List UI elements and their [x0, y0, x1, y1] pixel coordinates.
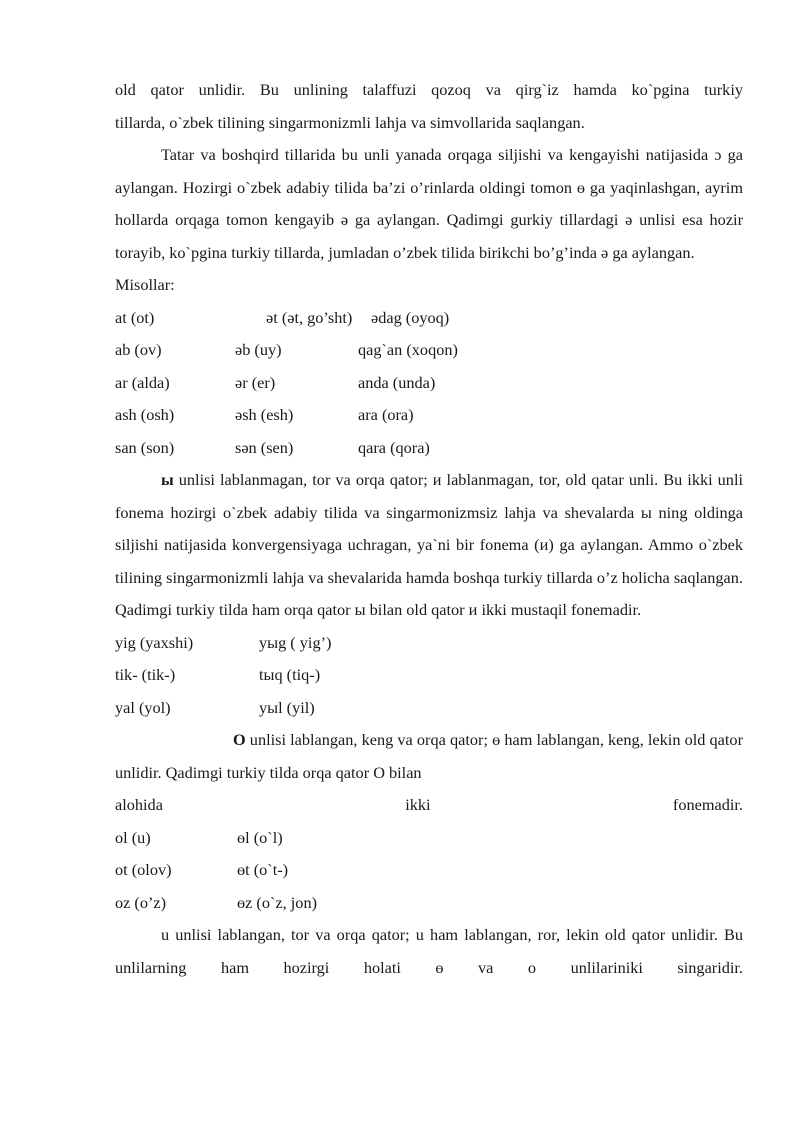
example-cell: ədag (oyoq) — [371, 307, 450, 327]
example-cell: oz (o’z) — [115, 892, 167, 912]
intro-line-2: tillarda, o`zbek tilining singarmonizmli lahja va simvollarida saqlangan. — [115, 112, 585, 132]
o-paragraph-text: unlisi lablangan, keng va orqa qator; ɵ ham lablangan, keng, lekin old qator unlidir. Qadimgi turkiy tilda orqa qator O bilan — [115, 730, 743, 782]
examples-table-1 — [115, 302, 743, 465]
example-cell: ər (er) — [235, 372, 276, 392]
example-row — [115, 302, 743, 335]
example-row — [115, 627, 743, 660]
y-paragraph-text: unlisi lablanmagan, tor va orqa qator; и lablanmagan, tor, old qatar unli. Bu ikki unli fonema hozirgi o`zbek adabiy tilida va singarmonizmsiz lahja va shevalarda ы ning oldinga siljishi natijasida konvergensiyaga uchragan, ya`ni bir fonema (и) ga aylangan. Ammo o`zbek tilining singarmonizmli lahja va shevalarida hamda boshqa turkiy tillarda o’z holicha saqlangan. Qadimgi turkiy tilda ham orqa qator ы bilan old qator и ikki mustaqil fonemadir. — [115, 470, 743, 619]
example-cell: ar (alda) — [115, 372, 170, 392]
example-cell: ət (ət, go’sht) — [266, 307, 353, 327]
example-cell: yig (yaxshi) — [115, 632, 194, 652]
example-cell: ash (osh) — [115, 405, 175, 424]
example-cell: ab (ov) — [115, 340, 162, 359]
example-cell: anda (unda) — [358, 372, 436, 392]
example-row — [115, 367, 743, 400]
example-cell: ol (u) — [115, 827, 151, 847]
example-row — [115, 334, 743, 367]
example-cell: ɵt (o`t-) — [237, 860, 289, 879]
y-paragraph — [115, 464, 743, 627]
example-cell: qag`an (xoqon) — [358, 340, 458, 359]
example-row — [115, 432, 743, 465]
intro-paragraph-end — [115, 107, 743, 140]
misollar-text: Misollar: — [115, 275, 175, 294]
example-cell: tik- (tik-) — [115, 665, 176, 684]
example-cell: yal (yol) — [115, 697, 171, 717]
y-letter: ы — [161, 470, 174, 489]
example-cell: at (ot) — [115, 307, 155, 327]
example-cell: ɵl (o`l) — [237, 827, 283, 847]
u-paragraph: u unlisi lablangan, tor va orqa qator; u ham lablangan, ror, lekin old qator unlidir. Bu unlilarning ham hozirgi holati ɵ va o unlilariniki singaridir. — [115, 925, 743, 977]
example-row — [115, 692, 743, 725]
tatar-paragraph: Tatar va boshqird tillarida bu unli yanada orqaga siljishi va kengayishi natijasida ɔ ga aylangan. Hozirgi o`zbek adabiy tilida ba’zi o’rinlarda oldingi tomon ɵ ga yaqinlashgan, ayrim hollarda orqaga tomon kengayib ə ga aylangan. Qadimgi gurkiy tillardagi ə unlisi esa hozir torayib, ko`pgina turkiy tillarda, jumladan o’zbek tilida birikchi bo’g’inda ə ga aylangan. — [115, 145, 743, 262]
example-cell: əb (uy) — [235, 340, 282, 359]
word: ikki — [405, 795, 431, 814]
example-cell: sən (sen) — [235, 437, 294, 457]
misollar-label — [115, 269, 743, 302]
example-row — [115, 887, 743, 920]
example-cell: yыg ( yig’) — [259, 632, 332, 652]
example-cell: əsh (esh) — [235, 405, 294, 424]
o-paragraph — [115, 724, 743, 789]
example-row — [115, 399, 743, 432]
example-row — [115, 822, 743, 855]
example-cell: ɵz (o`z, jon) — [237, 892, 318, 912]
word: fonemadir. — [672, 795, 743, 814]
example-cell: tыq (tiq-) — [259, 665, 321, 684]
examples-table-3 — [115, 822, 743, 920]
document-page — [115, 74, 743, 984]
intro-line-1: old qator unlidir. Bu unlining talaffuzi qozoq va qirg`iz hamda ko`pgina turkiy — [115, 80, 743, 99]
word: alohida — [115, 795, 163, 814]
examples-table-2 — [115, 627, 743, 725]
o-paragraph-last-line — [115, 789, 743, 822]
o-letter: O — [233, 730, 246, 749]
example-row — [115, 854, 743, 887]
example-cell: qara (qora) — [358, 437, 430, 457]
example-cell: yыl (yil) — [259, 697, 315, 717]
example-cell: ot (olov) — [115, 860, 172, 879]
intro-paragraph — [115, 74, 743, 107]
example-cell: san (son) — [115, 437, 175, 457]
example-row — [115, 659, 743, 692]
example-cell: ara (ora) — [358, 405, 414, 424]
